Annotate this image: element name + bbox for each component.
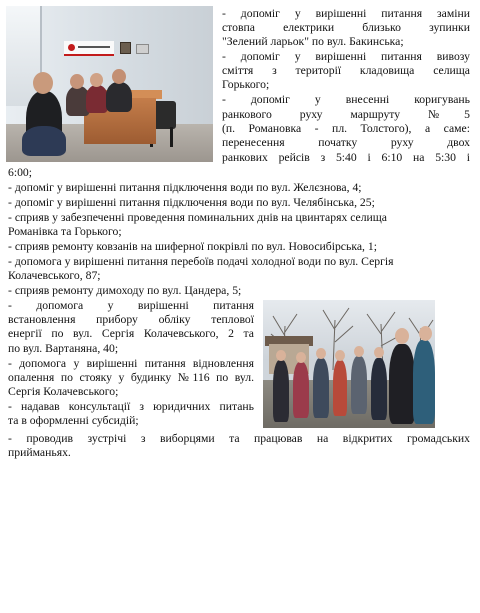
text-line: 6:00; — [8, 166, 33, 179]
text-line: - сприяв ремонту ковзанів на шиферної покрівлі по вул. Новосибірська, 1; — [8, 240, 377, 253]
person — [313, 358, 329, 418]
person — [371, 358, 387, 420]
text-line: "Зелений ларьок" по вул. Бакинська; — [222, 35, 404, 48]
text-line: енергії по вул. Сергія Колачевського, 2 та — [8, 327, 254, 340]
text-line: - надавав консультації з юридичних питань — [8, 400, 254, 413]
text-line: - допоміг у вирішенні питання вивозу — [222, 50, 470, 63]
person — [273, 360, 289, 422]
person — [106, 82, 132, 112]
street-meeting-photo — [263, 300, 435, 428]
person — [413, 340, 435, 424]
text-line: - сприяв ремонту димоходу по вул. Цандера, 5; — [8, 284, 242, 297]
text-line: ранкових рейсів з 5:40 і 6:10 на 5:30 і — [222, 151, 470, 164]
text-line: - допомога у вирішенні питання відновлення — [8, 357, 254, 370]
text-line: ранкового руху маршруту №5 — [222, 108, 470, 121]
office-meeting-photo — [6, 6, 213, 162]
text-line: сміття з території кладовища селища — [222, 64, 470, 77]
text-line: Колачевського, 87; — [8, 269, 101, 282]
text-line: - допоміг у вирішенні питання підключення води по вул. Челябінська, 25; — [8, 196, 375, 209]
text-line: опалення по стояку у будинку №116 по вул. — [8, 371, 254, 384]
person — [351, 356, 367, 414]
text-line: - проводив зустрічі з виборцями та працював на відкритих громадських — [8, 432, 470, 445]
text-line: перенесення початку руху двох — [222, 136, 470, 149]
text-line: - допоміг у вирішенні питання підключення води по вул. Желєзнова, 4; — [8, 181, 362, 194]
person — [86, 85, 108, 113]
text-line: - допомога у вирішенні питання перебоїв подачі холодної води по вул. Сергія — [8, 255, 394, 268]
person — [22, 126, 66, 156]
person — [333, 360, 347, 416]
wall-frame — [120, 42, 131, 54]
text-line: Сергія Колачевського; — [8, 385, 119, 398]
text-line: - сприяв у забезпеченні проведення поминальних днів на цвинтарях селища — [8, 211, 387, 224]
person — [293, 362, 309, 418]
text-line: та в оформленні субсидій; — [8, 414, 139, 427]
text-line: (п. Романовка - пл. Толстого), а саме: — [222, 122, 470, 135]
text-line: встановлення прибору обліку теплової — [8, 313, 254, 326]
text-line: прийманьях. — [8, 446, 71, 459]
text-line: Романівка та Горького; — [8, 225, 122, 238]
text-line: Горького; — [222, 78, 270, 91]
text-line: - допоміг у вирішенні питання заміни — [222, 7, 470, 20]
text-line: - допомога у вирішенні питання — [8, 299, 254, 312]
text-line: стовпа електрики близько зупинки — [222, 21, 470, 34]
text-line: по вул. Вартаняна, 40; — [8, 342, 119, 355]
wall-frame — [136, 44, 149, 54]
party-banner — [64, 41, 114, 56]
person — [389, 344, 415, 424]
text-line: - допоміг у внесенні коригувань — [222, 93, 470, 106]
